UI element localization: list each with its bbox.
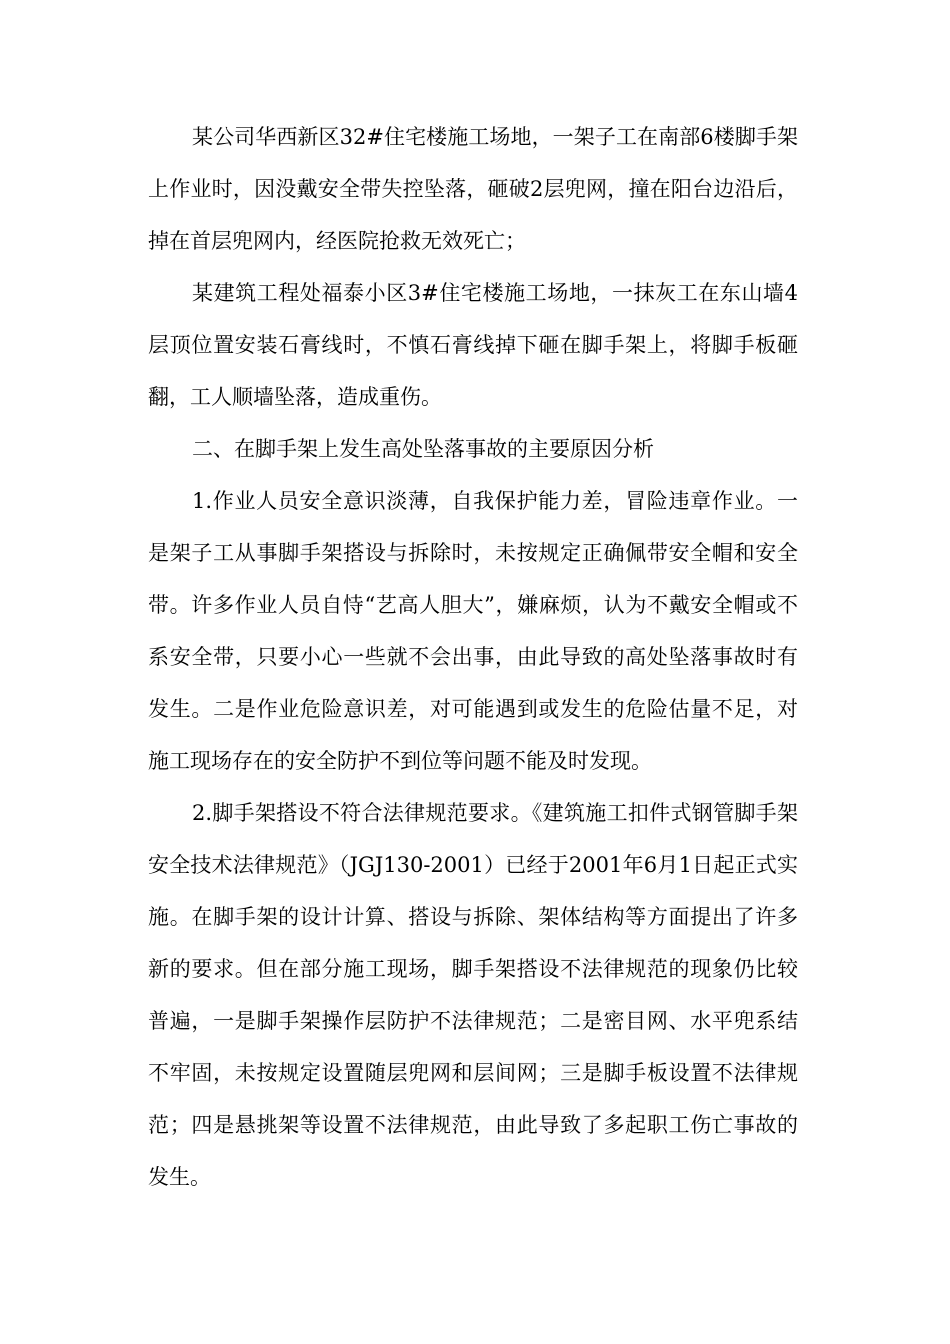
paragraph-cause-2: 2.脚手架搭设不符合法律规范要求。《建筑施工扣件式钢管脚手架安全技术法律规范》（JGJ130-2001）已经于2001年6月1日起正式实施。在脚手架的设计计算、搭设与拆除、架体结构等方面提出了许多新的要求。但在部分施工现场，脚手架搭设不法律规范的现象仍比较普遍，一是脚手架操作层防护不法律规范；二是密目网、水平兜系结不牢固，未按规定设置随层兜网和层间网；三是脚手板设置不法律规范；四是悬挑架等设置不法律规范，由此导致了多起职工伤亡事故的发生。 — [148, 801, 798, 1189]
section-heading: 二、在脚手架上发生高处坠落事故的主要原因分析 — [192, 437, 654, 461]
paragraph-cause-1: 1.作业人员安全意识淡薄，自我保护能力差，冒险违章作业。一是架子工从事脚手架搭设与拆除时，未按规定正确佩带安全帽和安全带。许多作业人员自恃“艺高人胆大”，嫌麻烦，认为不戴安全帽或不系安全带，只要小心一些就不会出事，由此导致的高处坠落事故时有发生。二是作业危险意识差，对可能遇到或发生的危险估量不足，对施工现场存在的安全防护不到位等问题不能及时发现。 — [148, 489, 798, 773]
paragraph-case-2: 某建筑工程处福泰小区3#住宅楼施工场地，一抹灰工在东山墙4层顶位置安装石膏线时，不慎石膏线掉下砸在脚手架上，将脚手板砸翻，工人顺墙坠落，造成重伤。 — [148, 281, 798, 409]
document-body — [148, 111, 798, 1203]
paragraph-case-1: 某公司华西新区32#住宅楼施工场地，一架子工在南部6楼脚手架上作业时，因没戴安全带失控坠落，砸破2层兜网，撞在阳台边沿后，掉在首层兜网内，经医院抢救无效死亡； — [148, 125, 798, 253]
